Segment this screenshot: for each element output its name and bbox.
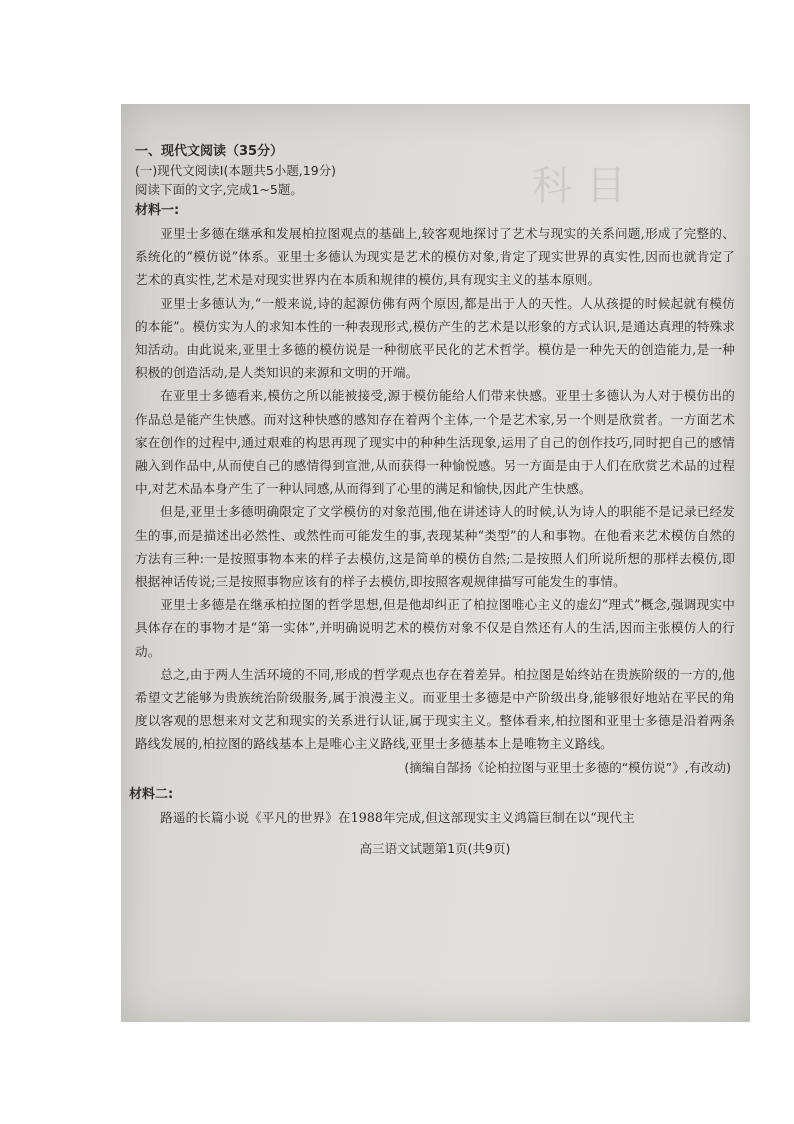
material1-label: 材料一: bbox=[135, 203, 180, 218]
bleed-through-text: 科目 bbox=[532, 163, 640, 209]
material1-paragraph-2: 亚里士多德认为,“一般来说,诗的起源仿佛有两个原因,都是出于人的天性。人从孩提的时候起就有模仿的本能”。模仿实为人的求知本性的一种表现形式,模仿产生的艺术是以形象的方式认识,是通达真理的特殊求知活动。由此说来,亚里士多德的模仿说是一种彻底平民化的艺术哲学。模仿是一种先天的创造能力,是一种积极的创造活动,是人类知识的来源和文明的开端。 bbox=[135, 295, 735, 381]
material1-paragraph-5: 亚里士多德是在继承柏拉图的哲学思想,但是他却纠正了柏拉图唯心主义的虚幻“理式”概念,强调现实中具体存在的事物才是“第一实体”,并明确说明艺术的模仿对象不仅是自然还有人的生活,因而主张模仿人的行动。 bbox=[135, 597, 735, 659]
instruction: 阅读下面的文字,完成1~5题。 bbox=[135, 182, 303, 197]
material2-label: 材料二: bbox=[129, 786, 174, 802]
section-title: 一、现代文阅读（35分） bbox=[135, 144, 284, 159]
material1-paragraph-4: 但是,亚里士多德明确限定了文学模仿的对象范围,他在讲述诗人的时候,认为诗人的职能不是记录已经发生的事,而是描述出必然性、或然性而可能发生的事,表现某种“类型”的人和事物。在他看来艺术模仿自然的方法有三种:一是按照事物本来的样子去模仿,这是简单的模仿自然;二是按照人们所说所想的那样去模仿,即根据神话传说;三是按照事物应该有的样子去模仿,即按照客观规律描写可能发生的事情。 bbox=[135, 504, 735, 590]
material1-paragraph-3: 在亚里士多德看来,模仿之所以能被接受,源于模仿能给人们带来快感。亚里士多德认为人对于模仿出的作品总是能产生快感。而对这种快感的感知存在着两个主体,一个是艺术家,另一个则是欣赏者。一方面艺术家在创作的过程中,通过艰难的构思再现了现实中的种种生活现象,运用了自己的创作技巧,同时把自己的感情融入到作品中,从而使自己的感情得到宣泄,从而获得一种愉悦感。另一方面是由于人们在欣赏艺术品的过程中,对艺术品本身产生了一种认同感,从而得到了心里的满足和愉快,因此产生快感。 bbox=[135, 388, 735, 497]
material1-source: (摘编自郜扬《论柏拉图与亚里士多德的“模仿说”》,有改动) bbox=[404, 759, 731, 775]
material1-paragraph-6: 总之,由于两人生活环境的不同,形成的哲学观点也存在着差异。柏拉图是始终站在贵族阶级的一方的,他希望文艺能够为贵族统治阶级服务,属于浪漫主义。而亚里士多德是中产阶级出身,能够很好地站在平民的角度以客观的思想来对文艺和现实的关系进行认证,属于现实主义。整体看来,柏拉图和亚里士多德是沿着两条路线发展的,柏拉图的路线基本上是唯心主义路线,亚里士多德基本上是唯物主义路线。 bbox=[135, 666, 735, 752]
page-footer: 高三语文试题第1页(共9页) bbox=[359, 840, 511, 856]
document-photo bbox=[121, 104, 750, 1022]
material1-paragraph-1: 亚里士多德在继承和发展柏拉图观点的基础上,较客观地探讨了艺术与现实的关系问题,形成了完整的、系统化的“模仿说”体系。亚里士多德认为现实是艺术的模仿对象,肯定了现实世界的真实性,因而也就肯定了艺术的真实性,艺术是对现实世界内在本质和规律的模仿,具有现实主义的基本原则。 bbox=[135, 226, 735, 288]
exam-page bbox=[129, 142, 735, 861]
material2-paragraph-1: 路遥的长篇小说《平凡的世界》在1988年完成,但这部现实主义鸿篇巨制在以“现代主 bbox=[160, 809, 635, 825]
subsection-title: (一)现代文阅读Ⅰ(本题共5小题,19分) bbox=[135, 163, 337, 178]
